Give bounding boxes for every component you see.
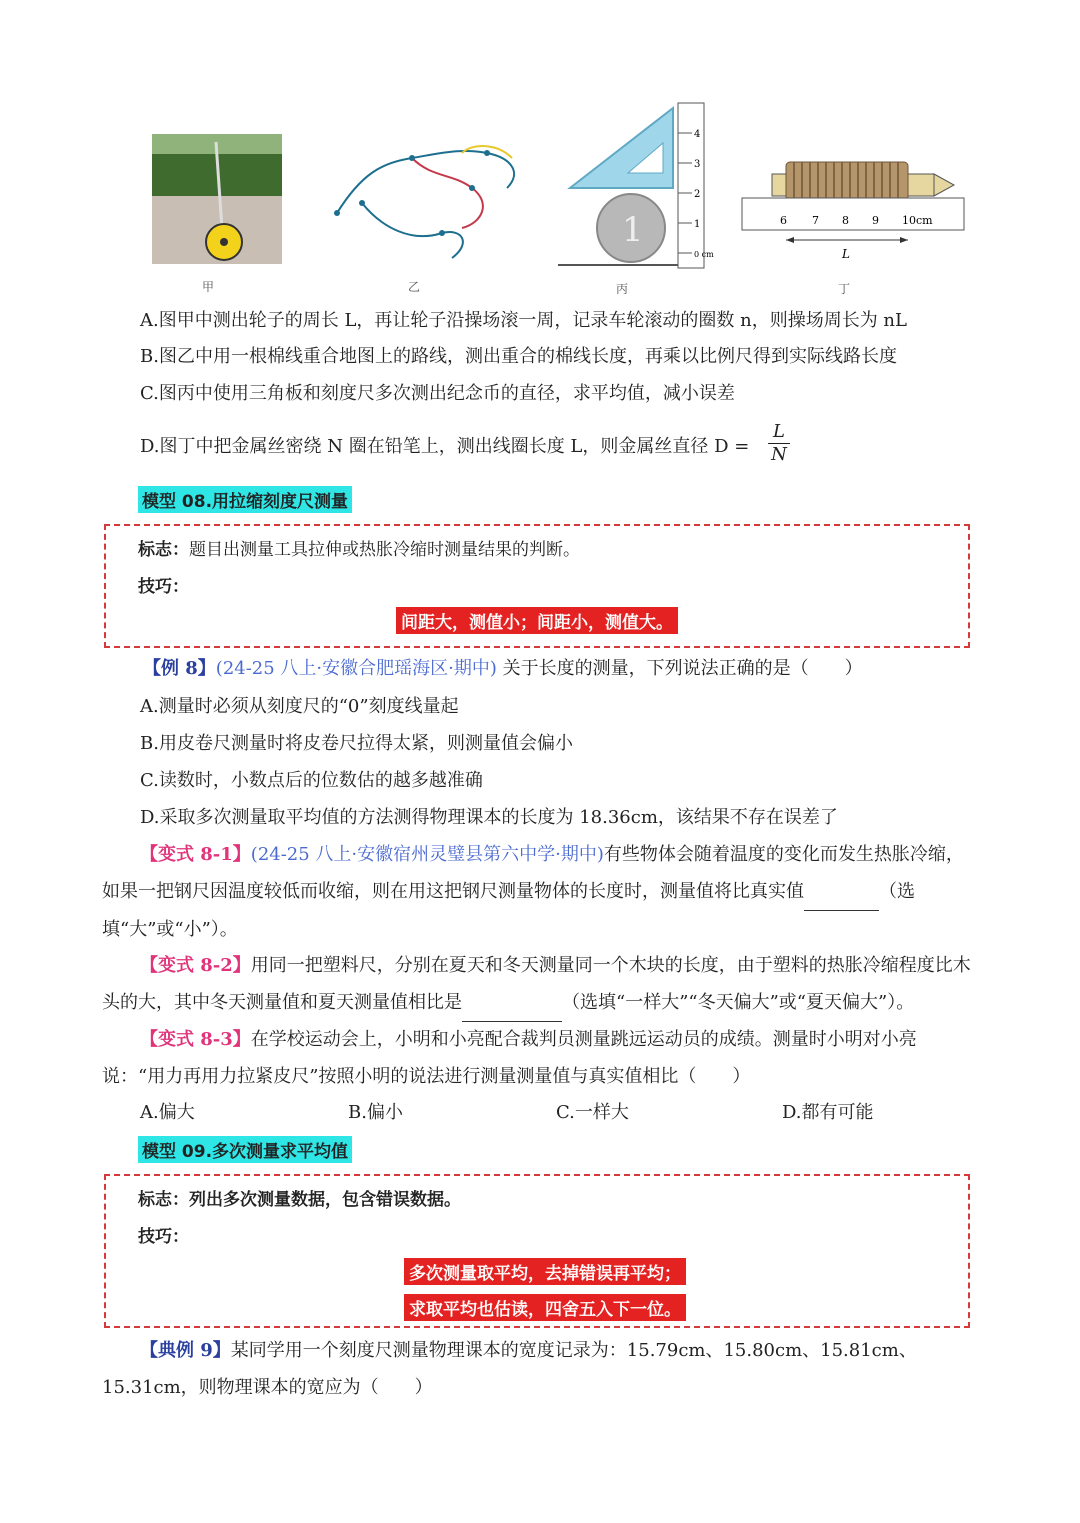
caption-jia: 甲 <box>202 280 215 294</box>
ruler-label-3: 3 <box>694 159 701 170</box>
model08-sign-label: 标志： <box>138 540 189 560</box>
model09-tip-1: 多次测量取平均，去掉错误再平均； <box>404 1258 686 1285</box>
variant-8-2 <box>102 947 977 1022</box>
ex9-text: 某同学用一个刻度尺测量物理课本的宽度记录为：15.79cm、15.80cm、15.81cm、15.31cm，则物理课本的宽应为（ ） <box>102 1340 917 1398</box>
model09-title: 模型 09.多次测量求平均值 <box>138 1136 352 1163</box>
figure-bing <box>558 103 714 268</box>
model09-sign-text: 列出多次测量数据，包含错误数据。 <box>189 1190 461 1210</box>
coil-on-pencil-figure <box>742 152 967 267</box>
model08-box <box>104 524 970 648</box>
ruler-label-2: 2 <box>694 189 701 200</box>
caption-ding: 丁 <box>838 282 851 296</box>
example-9 <box>102 1332 977 1406</box>
q7-option-d <box>140 434 749 460</box>
v83-option-d: D.都有可能 <box>782 1102 874 1123</box>
ex8-tag: 【例 8】 <box>143 658 216 679</box>
v82-blank[interactable] <box>462 984 562 1022</box>
variant-8-1 <box>102 836 977 948</box>
figure-yi <box>322 133 532 268</box>
figure-jia <box>152 134 282 264</box>
ruler-label-7: 7 <box>812 214 819 227</box>
model08-title: 模型 08.用拉缩刻度尺测量 <box>138 486 352 513</box>
caption-bing: 丙 <box>616 282 629 296</box>
model08-sign <box>138 535 580 560</box>
ruler-label-10cm: 10cm <box>902 214 933 227</box>
length-label: L <box>842 247 850 261</box>
ex8-question: 关于长度的测量，下列说法正确的是（ ） <box>502 658 863 679</box>
figure-ding <box>742 152 967 267</box>
model09-sign <box>138 1185 461 1210</box>
ex8-option-c: C.读数时，小数点后的位数估的越多越准确 <box>140 770 483 791</box>
ex8-option-d: D.采取多次测量取平均值的方法测得物理课本的长度为 18.36cm，该结果不存在误差了 <box>140 807 838 828</box>
v82-text1: 用同一把塑料尺，分别在夏天和冬天测量同一个木块的长度，由于塑料的热胀冷缩程度比木头的大，其中冬天测量值和夏天测量值相比是 <box>102 955 971 1013</box>
ex8-source: (24-25 八上·安徽合肥瑶海区·期中) <box>215 658 497 679</box>
ruler-label-6: 6 <box>780 214 787 227</box>
v81-tag: 【变式 8-1】 <box>140 844 251 865</box>
ex8-option-b: B.用皮卷尺测量时将皮卷尺拉得太紧，则测量值会偏小 <box>140 733 573 754</box>
route-map-figure <box>322 133 532 268</box>
v83-text: 在学校运动会上，小明和小亮配合裁判员测量跳远运动员的成绩。测量时小明对小亮说：“用力再用力拉紧皮尺”按照小明的说法进行测量测量值与真实值相比（ ） <box>102 1029 917 1087</box>
model08-skill-label: 技巧： <box>138 577 189 597</box>
v82-tag: 【变式 8-2】 <box>140 955 251 976</box>
ex9-tag: 【典例 9】 <box>140 1340 231 1361</box>
model09-box <box>104 1174 970 1328</box>
ruler-label-9: 9 <box>872 214 879 227</box>
v81-blank[interactable] <box>804 873 879 911</box>
q7-option-d-text: D.图丁中把金属丝密绕 N 圈在铅笔上，测出线圈长度 L，则金属丝直径 D = <box>140 436 750 457</box>
fraction-denominator: N <box>771 444 787 465</box>
model08-sign-text: 题目出测量工具拉伸或热胀冷缩时测量结果的判断。 <box>189 540 580 560</box>
measuring-wheel-photo <box>152 134 282 264</box>
ex8-option-a: A.测量时必须从刻度尺的“0”刻度线量起 <box>140 696 459 717</box>
model08-tip: 间距大，测值小；间距小，测值大。 <box>396 607 678 634</box>
variant-8-3 <box>102 1021 977 1095</box>
ruler-label-8: 8 <box>842 214 849 227</box>
q7-option-a: A.图甲中测出轮子的周长 L，再让轮子沿操场滚一周，记录车轮滚动的圈数 n，则操场周长为 nL <box>140 310 907 331</box>
model09-skill-label: 技巧： <box>138 1227 189 1247</box>
model09-tip-2: 求取平均也估读，四舍五入下一位。 <box>404 1294 686 1321</box>
v83-option-c: C.一样大 <box>556 1102 629 1123</box>
model09-sign-label: 标志： <box>138 1190 189 1210</box>
ruler-label-0: 0 cm <box>694 250 714 259</box>
ruler-label-4: 4 <box>694 129 701 140</box>
v83-tag: 【变式 8-3】 <box>140 1029 251 1050</box>
v83-option-b: B.偏小 <box>348 1102 403 1123</box>
caption-yi: 乙 <box>408 280 421 294</box>
ex8-stem <box>143 656 863 682</box>
q7-option-c: C.图丙中使用三角板和刻度尺多次测出纪念币的直径，求平均值，减小误差 <box>140 383 735 404</box>
v81-text1: 有些物体会随着温度的变化而发生热胀冷缩，如果一把钢尺因温度较低而收缩，则在用这把钢尺测量物体的长度时，测量值将比真实值 <box>102 844 964 902</box>
fraction-numerator: L <box>768 421 790 444</box>
v82-text2: （选填“一样大”“冬天偏大”或“夏天偏大”）。 <box>562 992 915 1013</box>
v81-source: (24-25 八上·安徽宿州灵璧县第六中学·期中) <box>250 844 604 865</box>
fraction <box>768 421 790 466</box>
triangle-ruler-coin-figure <box>558 103 714 268</box>
coin-label: 1 <box>622 210 644 250</box>
ruler-label-1: 1 <box>694 219 701 230</box>
v83-option-a: A.偏大 <box>140 1102 195 1123</box>
q7-option-b: B.图乙中用一根棉线重合地图上的路线，测出重合的棉线长度，再乘以比例尺得到实际线路长度 <box>140 346 897 367</box>
v81-text2: （选填“大”或“小”）。 <box>102 881 915 940</box>
